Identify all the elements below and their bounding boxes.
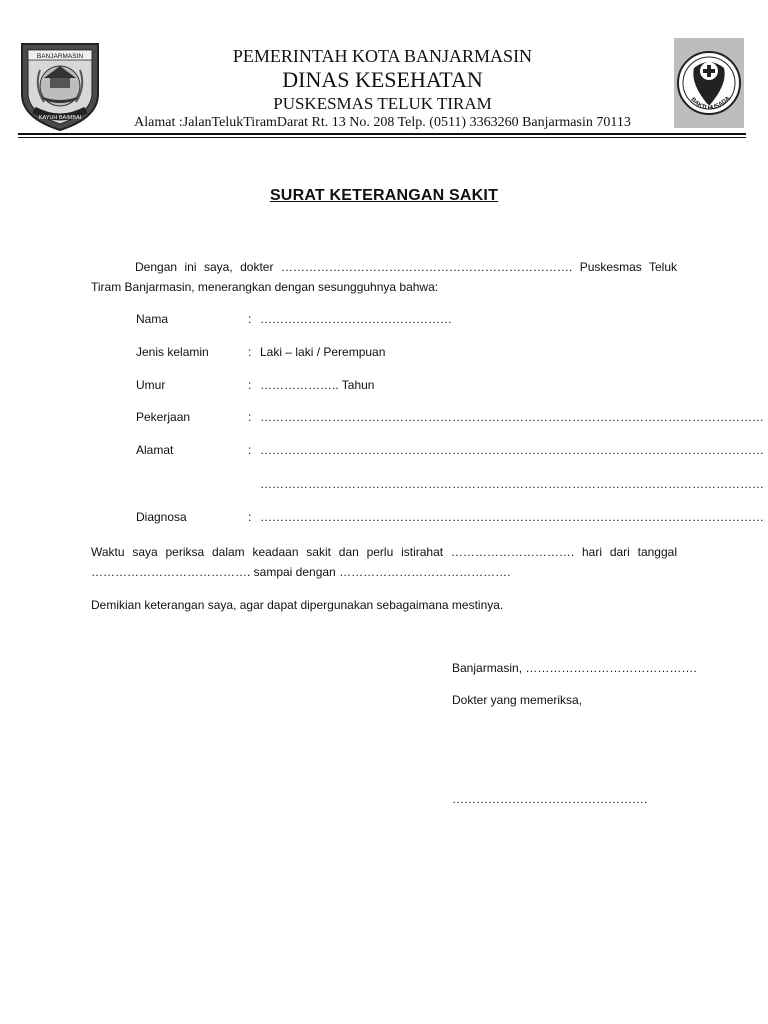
letterhead-divider [18,133,746,135]
field-label: Nama [136,312,169,326]
field-colon: : [248,410,252,424]
field-value: ……………………………………………………………………………………………………………… [260,410,764,424]
signature-role: Dokter yang memeriksa, [452,693,583,707]
field-label: Jenis kelamin [136,345,209,359]
field-label: Pekerjaan [136,410,191,424]
government-name: PEMERINTAH KOTA BANJARMASIN [232,46,533,66]
field-value: ……………………………………………………………………………………………………………… [260,443,764,457]
field-colon: : [248,443,252,457]
bakti-husada-text: BAKTI HUSADA [689,95,732,112]
field-diagnosa [136,510,764,524]
field-jenis-kelamin [136,345,385,359]
field-value: ………………………………………… [260,312,452,326]
emblem-motto-text: KAYUH BAIMBAI [38,115,82,121]
intro-paragraph [91,257,677,297]
health-center-name: PUSKESMAS TELUK TIRAM [273,94,492,113]
letterhead-divider-thin [18,137,746,138]
emblem-top-text: BANJARMASIN [36,53,84,60]
field-value: Laki – laki / Perempuan [260,345,386,359]
field-colon: : [248,378,252,392]
field-value: ……………….. Tahun [260,378,375,392]
bakti-husada-emblem-icon [674,38,744,128]
document-title: SURAT KETERANGAN SAKIT [269,187,499,204]
field-colon: : [248,510,252,524]
signature-name-line: …………………………………………. [452,792,648,806]
field-label: Umur [136,378,166,392]
field-nama [136,312,452,326]
field-label: Diagnosa [136,510,187,524]
department-name: DINAS KESEHATAN [282,67,483,92]
intro-text: Dengan ini saya, dokter ………………………………………………………………. Puskesmas Teluk Tiram Banjarmasin, menerangkan dengan sesungguhnya bahwa: [91,260,677,294]
health-center-address: Alamat :JalanTelukTiramDarat Rt. 13 No. 208 Telp. (0511) 3363260 Banjarmasin 70113 [134,115,631,130]
field-alamat-line2: ……………………………………………………………………………………………………………… [260,477,764,491]
field-colon: : [248,312,252,326]
field-alamat [136,443,764,457]
field-umur [136,378,374,392]
field-label: Alamat [136,443,174,457]
signature-place-date: Banjarmasin, ……………………………………. [452,661,697,675]
field-value: ……………………………………………………………………………………………………………… [260,510,764,524]
banjarmasin-city-emblem-icon [18,40,102,132]
closing-paragraph: Demikian keterangan saya, agar dapat dipergunakan sebagaimana mestinya. [91,598,504,612]
field-pekerjaan [136,410,764,424]
rest-period-paragraph: Waktu saya periksa dalam keadaan sakit dan perlu istirahat …………………………. hari dari tanggal …………………………………. sampai dengan ……………………………………. [91,545,677,579]
field-colon: : [248,345,252,359]
